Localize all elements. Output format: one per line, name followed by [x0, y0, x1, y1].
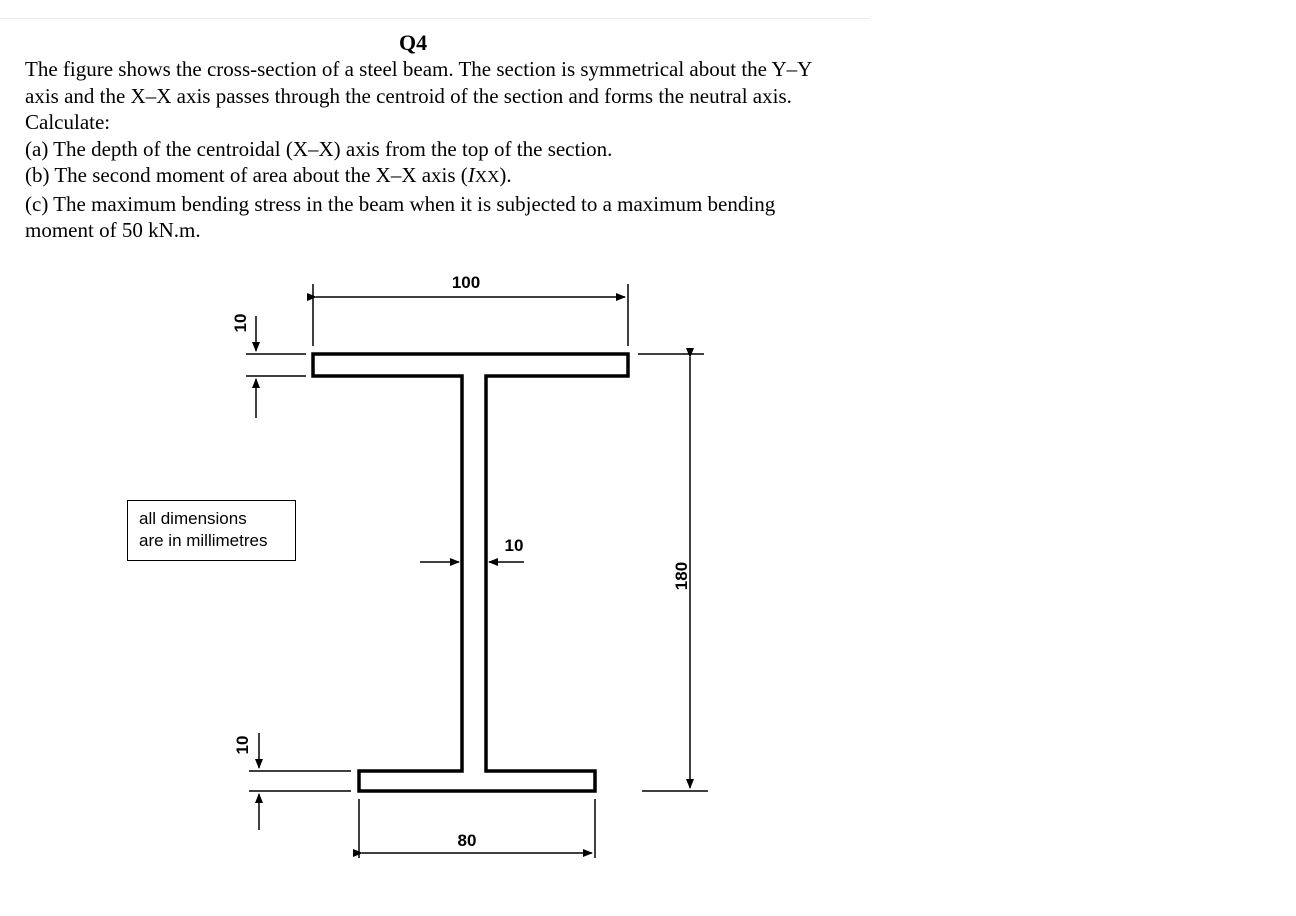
part-b-suffix: ). — [499, 163, 512, 187]
bottom-flange-thickness-label: 10 — [233, 735, 252, 755]
bottom-width-dimension — [359, 799, 595, 858]
part-b-subscript: XX — [474, 167, 500, 186]
units-note-line1: all dimensions — [139, 509, 247, 528]
top-flange-thickness-label: 10 — [231, 313, 250, 333]
question-part-a: (a) The depth of the centroidal (X–X) axis from the top of the section. — [25, 136, 613, 161]
bottom-flange-thickness-dimension — [249, 733, 351, 830]
part-b-prefix: (b) The second moment of area about the X–X axis ( — [25, 163, 468, 187]
bottom-width-label: 80 — [457, 831, 477, 850]
top-flange-thickness-dimension — [246, 316, 306, 418]
i-beam-outline — [313, 354, 628, 791]
top-width-label: 100 — [451, 273, 481, 292]
question-title: Q4 — [399, 30, 428, 55]
question-intro: The figure shows the cross-section of a steel beam. The section is symmetrical about the Y–Y axis and the X–X axis passes through the centroid of the section and forms the neutral axis. Calculate: — [25, 57, 812, 134]
part-b-symbol: I — [467, 163, 475, 187]
question-part-c: (c) The maximum bending stress in the beam when it is subjected to a maximum bending moment of 50 kN.m. — [25, 191, 776, 242]
top-width-dimension — [313, 284, 628, 346]
units-note-line2: are in millimetres — [139, 531, 268, 550]
overall-depth-label: 180 — [672, 561, 691, 591]
web-thickness-label: 10 — [504, 536, 524, 555]
